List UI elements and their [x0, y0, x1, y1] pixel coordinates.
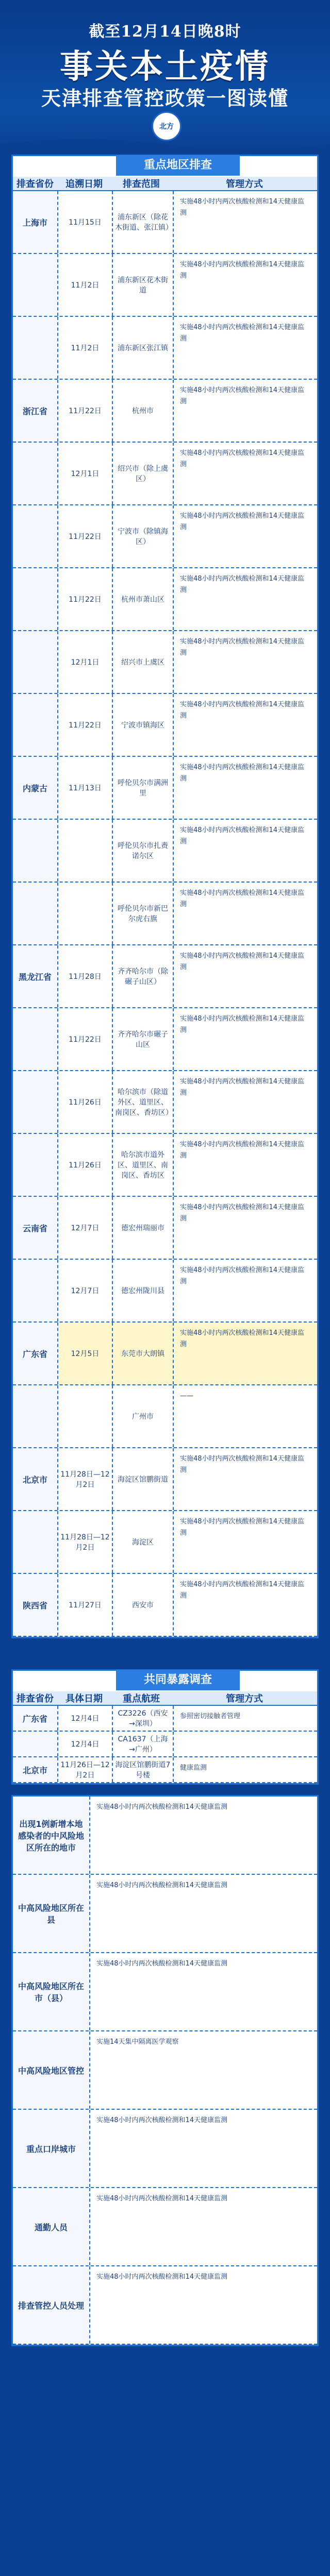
- col-method: 管理方式: [226, 179, 263, 190]
- cell-province: [13, 317, 58, 379]
- policy-label: 重点口岸城市: [13, 2110, 90, 2187]
- cell-date: 11月22日: [58, 1008, 113, 1070]
- cell-method: 实施48小时内两次核酸检测和14天健康监测: [180, 1204, 305, 1223]
- cell-date: 11月22日: [58, 505, 113, 567]
- table-row: [13, 694, 317, 757]
- cell-province: 浙江省: [13, 380, 58, 442]
- cell-area: 呼伦贝尔市满洲里: [113, 757, 174, 819]
- col-province-2: 排查省份: [16, 1693, 54, 1704]
- card-exposure: [11, 1669, 319, 1785]
- regions-rows: [13, 191, 317, 1637]
- exposure-rows: [13, 1706, 317, 1783]
- cell-area: 宁波市镇海区: [113, 694, 174, 756]
- cell-area: 广州市: [113, 1385, 174, 1447]
- table-row: [13, 631, 317, 694]
- table-row: [13, 1448, 317, 1511]
- policy-row: [13, 2110, 317, 2188]
- cell-method: ——: [180, 1392, 193, 1400]
- cell-method: 实施48小时内两次核酸检测和14天健康监测: [180, 701, 305, 720]
- policy-label: 通勤人员: [13, 2188, 90, 2265]
- cell-date: 12月7日: [58, 1197, 113, 1259]
- cell-method: 健康监测: [180, 1764, 207, 1772]
- table-row: [13, 254, 317, 317]
- col-date: 追溯日期: [65, 179, 103, 190]
- cell-date: 12月4日: [58, 1732, 113, 1756]
- banner-regions: 重点地区排查: [116, 155, 240, 176]
- cell-province: [13, 568, 58, 630]
- cell-method: 实施48小时内两次核酸检测和14天健康监测: [180, 638, 305, 657]
- table-row: [13, 1134, 317, 1197]
- cell-province: [13, 505, 58, 567]
- cell-method: 实施48小时内两次核酸检测和14天健康监测: [180, 386, 305, 405]
- cell-date: 11月15日: [58, 191, 113, 253]
- table-row: [13, 1706, 317, 1732]
- policy-label: 中高风险地区所在县: [13, 1875, 90, 1952]
- cell-province: [13, 1008, 58, 1070]
- table-row: [13, 757, 317, 820]
- policy-rows: [13, 1797, 317, 2345]
- cell-area: 绍兴市（除上虞区）: [113, 443, 174, 504]
- cell-date: 11月26日: [58, 1134, 113, 1196]
- cell-date: 11月28日—12月2日: [58, 1448, 113, 1510]
- cell-method: 实施48小时内两次核酸检测和14天健康监测: [180, 1078, 305, 1097]
- cell-date: 12月1日: [58, 631, 113, 693]
- cell-area: 东莞市大朗镇: [113, 1323, 174, 1384]
- cell-area: 呼伦贝尔市扎赉诺尔区: [113, 820, 174, 882]
- cell-flight: CA1637（上海→广州）: [113, 1732, 174, 1756]
- cell-date: 11月13日: [58, 757, 113, 819]
- cell-method: 实施48小时内两次核酸检测和14天健康监测: [180, 889, 305, 908]
- cell-province: [13, 1260, 58, 1321]
- cell-date: 11月2日: [58, 254, 113, 316]
- cell-date: 12月7日: [58, 1260, 113, 1321]
- cell-area: 宁波市（除镇海区）: [113, 505, 174, 567]
- cell-method: 实施48小时内两次核酸检测和14天健康监测: [180, 1518, 305, 1537]
- logo-text: 北方: [159, 123, 174, 131]
- cell-province: [13, 1511, 58, 1573]
- cell-area: 海淀区: [113, 1511, 174, 1573]
- cell-province: 云南省: [13, 1197, 58, 1259]
- policy-label: 中高风险地区管控: [13, 2031, 90, 2109]
- cell-province: 北京市: [13, 1757, 58, 1782]
- col-method-2: 管理方式: [226, 1693, 263, 1704]
- cell-date: [58, 883, 113, 944]
- cell-province: [13, 1071, 58, 1133]
- policy-text: 实施48小时内两次核酸检测和14天健康监测: [96, 2195, 228, 2202]
- cell-area: 浦东新区（除花木街道、张江镇）: [113, 191, 174, 253]
- cell-province: [13, 1134, 58, 1196]
- table-row: [13, 1511, 317, 1574]
- cell-method: 实施48小时内两次核酸检测和14天健康监测: [180, 1015, 305, 1034]
- cell-province: 北京市: [13, 1448, 58, 1510]
- table-row: [13, 1008, 317, 1071]
- cell-method: 实施48小时内两次核酸检测和14天健康监测: [180, 1581, 305, 1600]
- col-date-2: 具体日期: [65, 1693, 103, 1704]
- card-policies: [11, 1795, 319, 2346]
- table-header-2: [13, 1691, 317, 1706]
- cell-province: 上海市: [13, 191, 58, 253]
- cell-province: [13, 820, 58, 882]
- policy-row: [13, 2031, 317, 2110]
- cell-date: 12月4日: [58, 1706, 113, 1731]
- cell-province: 内蒙古: [13, 757, 58, 819]
- cell-method: 实施48小时内两次核酸检测和14天健康监测: [180, 449, 305, 468]
- banner-exposure: 共同暴露调查: [116, 1670, 240, 1690]
- table-header: [13, 177, 317, 191]
- cell-method: 实施48小时内两次核酸检测和14天健康监测: [180, 764, 305, 783]
- cell-area: 呼伦贝尔市新巴尔虎右旗: [113, 883, 174, 944]
- cell-date: 11月22日: [58, 380, 113, 442]
- table-row: [13, 317, 317, 380]
- table-row: [13, 1757, 317, 1783]
- table-row: [13, 1260, 317, 1323]
- table-row: [13, 1574, 317, 1637]
- cell-date: 11月26日: [58, 1071, 113, 1133]
- cell-date: 11月22日: [58, 694, 113, 756]
- cell-province: [13, 631, 58, 693]
- policy-text: 实施14天集中隔离医学观察: [96, 2038, 179, 2046]
- cell-date: 11月27日: [58, 1574, 113, 1636]
- cell-province: [13, 694, 58, 756]
- cell-method: 实施48小时内两次核酸检测和14天健康监测: [180, 198, 305, 217]
- header-title: 事关本土疫情: [60, 48, 270, 86]
- policy-text: 实施48小时内两次核酸检测和14天健康监测: [96, 2116, 228, 2124]
- cell-date: 11月26日—12月2日: [58, 1757, 113, 1782]
- policy-row: [13, 1953, 317, 2031]
- footer: [0, 2346, 330, 2367]
- table-row: [13, 443, 317, 505]
- table-row: [13, 1071, 317, 1134]
- cell-province: [13, 254, 58, 316]
- table-row: [13, 568, 317, 631]
- cell-method: 实施48小时内两次核酸检测和14天健康监测: [180, 1329, 305, 1348]
- cell-method: 实施48小时内两次核酸检测和14天健康监测: [180, 261, 305, 280]
- policy-text: 实施48小时内两次核酸检测和14天健康监测: [96, 1882, 228, 1889]
- cell-province: [13, 1732, 58, 1756]
- policy-label: 中高风险地区所在市（县）: [13, 1953, 90, 2030]
- cell-area: 哈尔滨市道外区、道里区、南岗区、香坊区: [113, 1134, 174, 1196]
- cell-province: 广东省: [13, 1323, 58, 1384]
- policy-text: 实施48小时内两次核酸检测和14天健康监测: [96, 2273, 228, 2281]
- table-row: [13, 1732, 317, 1757]
- cell-method: 实施48小时内两次核酸检测和14天健康监测: [180, 826, 305, 845]
- cell-method: [174, 1732, 317, 1756]
- table-row: [13, 820, 317, 883]
- cell-area: 德宏州陇川县: [113, 1260, 174, 1321]
- cell-method: 实施48小时内两次核酸检测和14天健康监测: [180, 1455, 305, 1474]
- cell-method: 参照密切接触者管理: [180, 1713, 241, 1720]
- cell-method: 实施48小时内两次核酸检测和14天健康监测: [180, 324, 305, 343]
- cell-area: 齐齐哈尔市（除碾子山区）: [113, 945, 174, 1007]
- cell-method: 实施48小时内两次核酸检测和14天健康监测: [180, 1141, 305, 1160]
- col-province: 排查省份: [16, 179, 54, 190]
- policy-text: 实施48小时内两次核酸检测和14天健康监测: [96, 1803, 228, 1811]
- cell-area: 绍兴市上虞区: [113, 631, 174, 693]
- cell-area: 西安市: [113, 1574, 174, 1636]
- header: [0, 0, 330, 155]
- policy-label: 排查管控人员处理: [13, 2266, 90, 2344]
- header-date: 截至12月14日晚8时: [89, 23, 241, 41]
- cell-province: [13, 883, 58, 944]
- cell-date: 12月5日: [58, 1323, 113, 1384]
- cell-province: 黑龙江省: [13, 945, 58, 1007]
- cell-area: 浦东新区花木街道: [113, 254, 174, 316]
- cell-flight: CZ3226（西安→深圳）: [113, 1706, 174, 1731]
- cell-province: 陕西省: [13, 1574, 58, 1636]
- cell-area: 杭州市萧山区: [113, 568, 174, 630]
- cell-method: 实施48小时内两次核酸检测和14天健康监测: [180, 512, 305, 531]
- col-flight: 重点航班: [123, 1693, 160, 1704]
- col-area: 排查范围: [123, 179, 160, 190]
- cell-area: 杭州市: [113, 380, 174, 442]
- cell-date: 11月22日: [58, 568, 113, 630]
- header-waves: [0, 134, 330, 155]
- cell-method: 实施48小时内两次核酸检测和14天健康监测: [180, 1266, 305, 1285]
- cell-area: 海淀区馆鹏街道: [113, 1448, 174, 1510]
- cell-flight: 海淀区馆鹏街道7号楼: [113, 1757, 174, 1782]
- cell-date: 11月28日: [58, 945, 113, 1007]
- cell-area: 齐齐哈尔市碾子山区: [113, 1008, 174, 1070]
- policy-row: [13, 1797, 317, 1875]
- cell-date: [58, 820, 113, 882]
- table-row: [13, 505, 317, 568]
- table-row: [13, 883, 317, 945]
- cell-area: 德宏州瑞丽市: [113, 1197, 174, 1259]
- cell-province: [13, 1385, 58, 1447]
- header-subtitle: 天津排查管控政策一图读懂: [41, 87, 289, 110]
- cell-province: [13, 443, 58, 504]
- table-row: [13, 1197, 317, 1260]
- policy-row: [13, 2266, 317, 2345]
- table-row: [13, 1385, 317, 1448]
- cell-method: 实施48小时内两次核酸检测和14天健康监测: [180, 575, 305, 594]
- cell-date: 11月28日—12月2日: [58, 1511, 113, 1573]
- policy-text: 实施48小时内两次核酸检测和14天健康监测: [96, 1960, 228, 1968]
- policy-row: [13, 1875, 317, 1953]
- cell-province: 广东省: [13, 1706, 58, 1731]
- policy-label: 出现1例新增本地感染者的中风险地区所在的地市: [13, 1797, 90, 1874]
- cell-area: 哈尔滨市（除道外区、道里区、南岗区、香坊区）: [113, 1071, 174, 1133]
- table-row: [13, 945, 317, 1008]
- cell-method: 实施48小时内两次核酸检测和14天健康监测: [180, 952, 305, 971]
- policy-row: [13, 2188, 317, 2266]
- cell-date: [58, 1385, 113, 1447]
- cell-date: 11月2日: [58, 317, 113, 379]
- cell-date: 12月1日: [58, 443, 113, 504]
- table-row: [13, 1323, 317, 1385]
- cell-area: 浦东新区张江镇: [113, 317, 174, 379]
- table-row: [13, 380, 317, 443]
- table-row: [13, 191, 317, 254]
- card-regions: [11, 155, 319, 1638]
